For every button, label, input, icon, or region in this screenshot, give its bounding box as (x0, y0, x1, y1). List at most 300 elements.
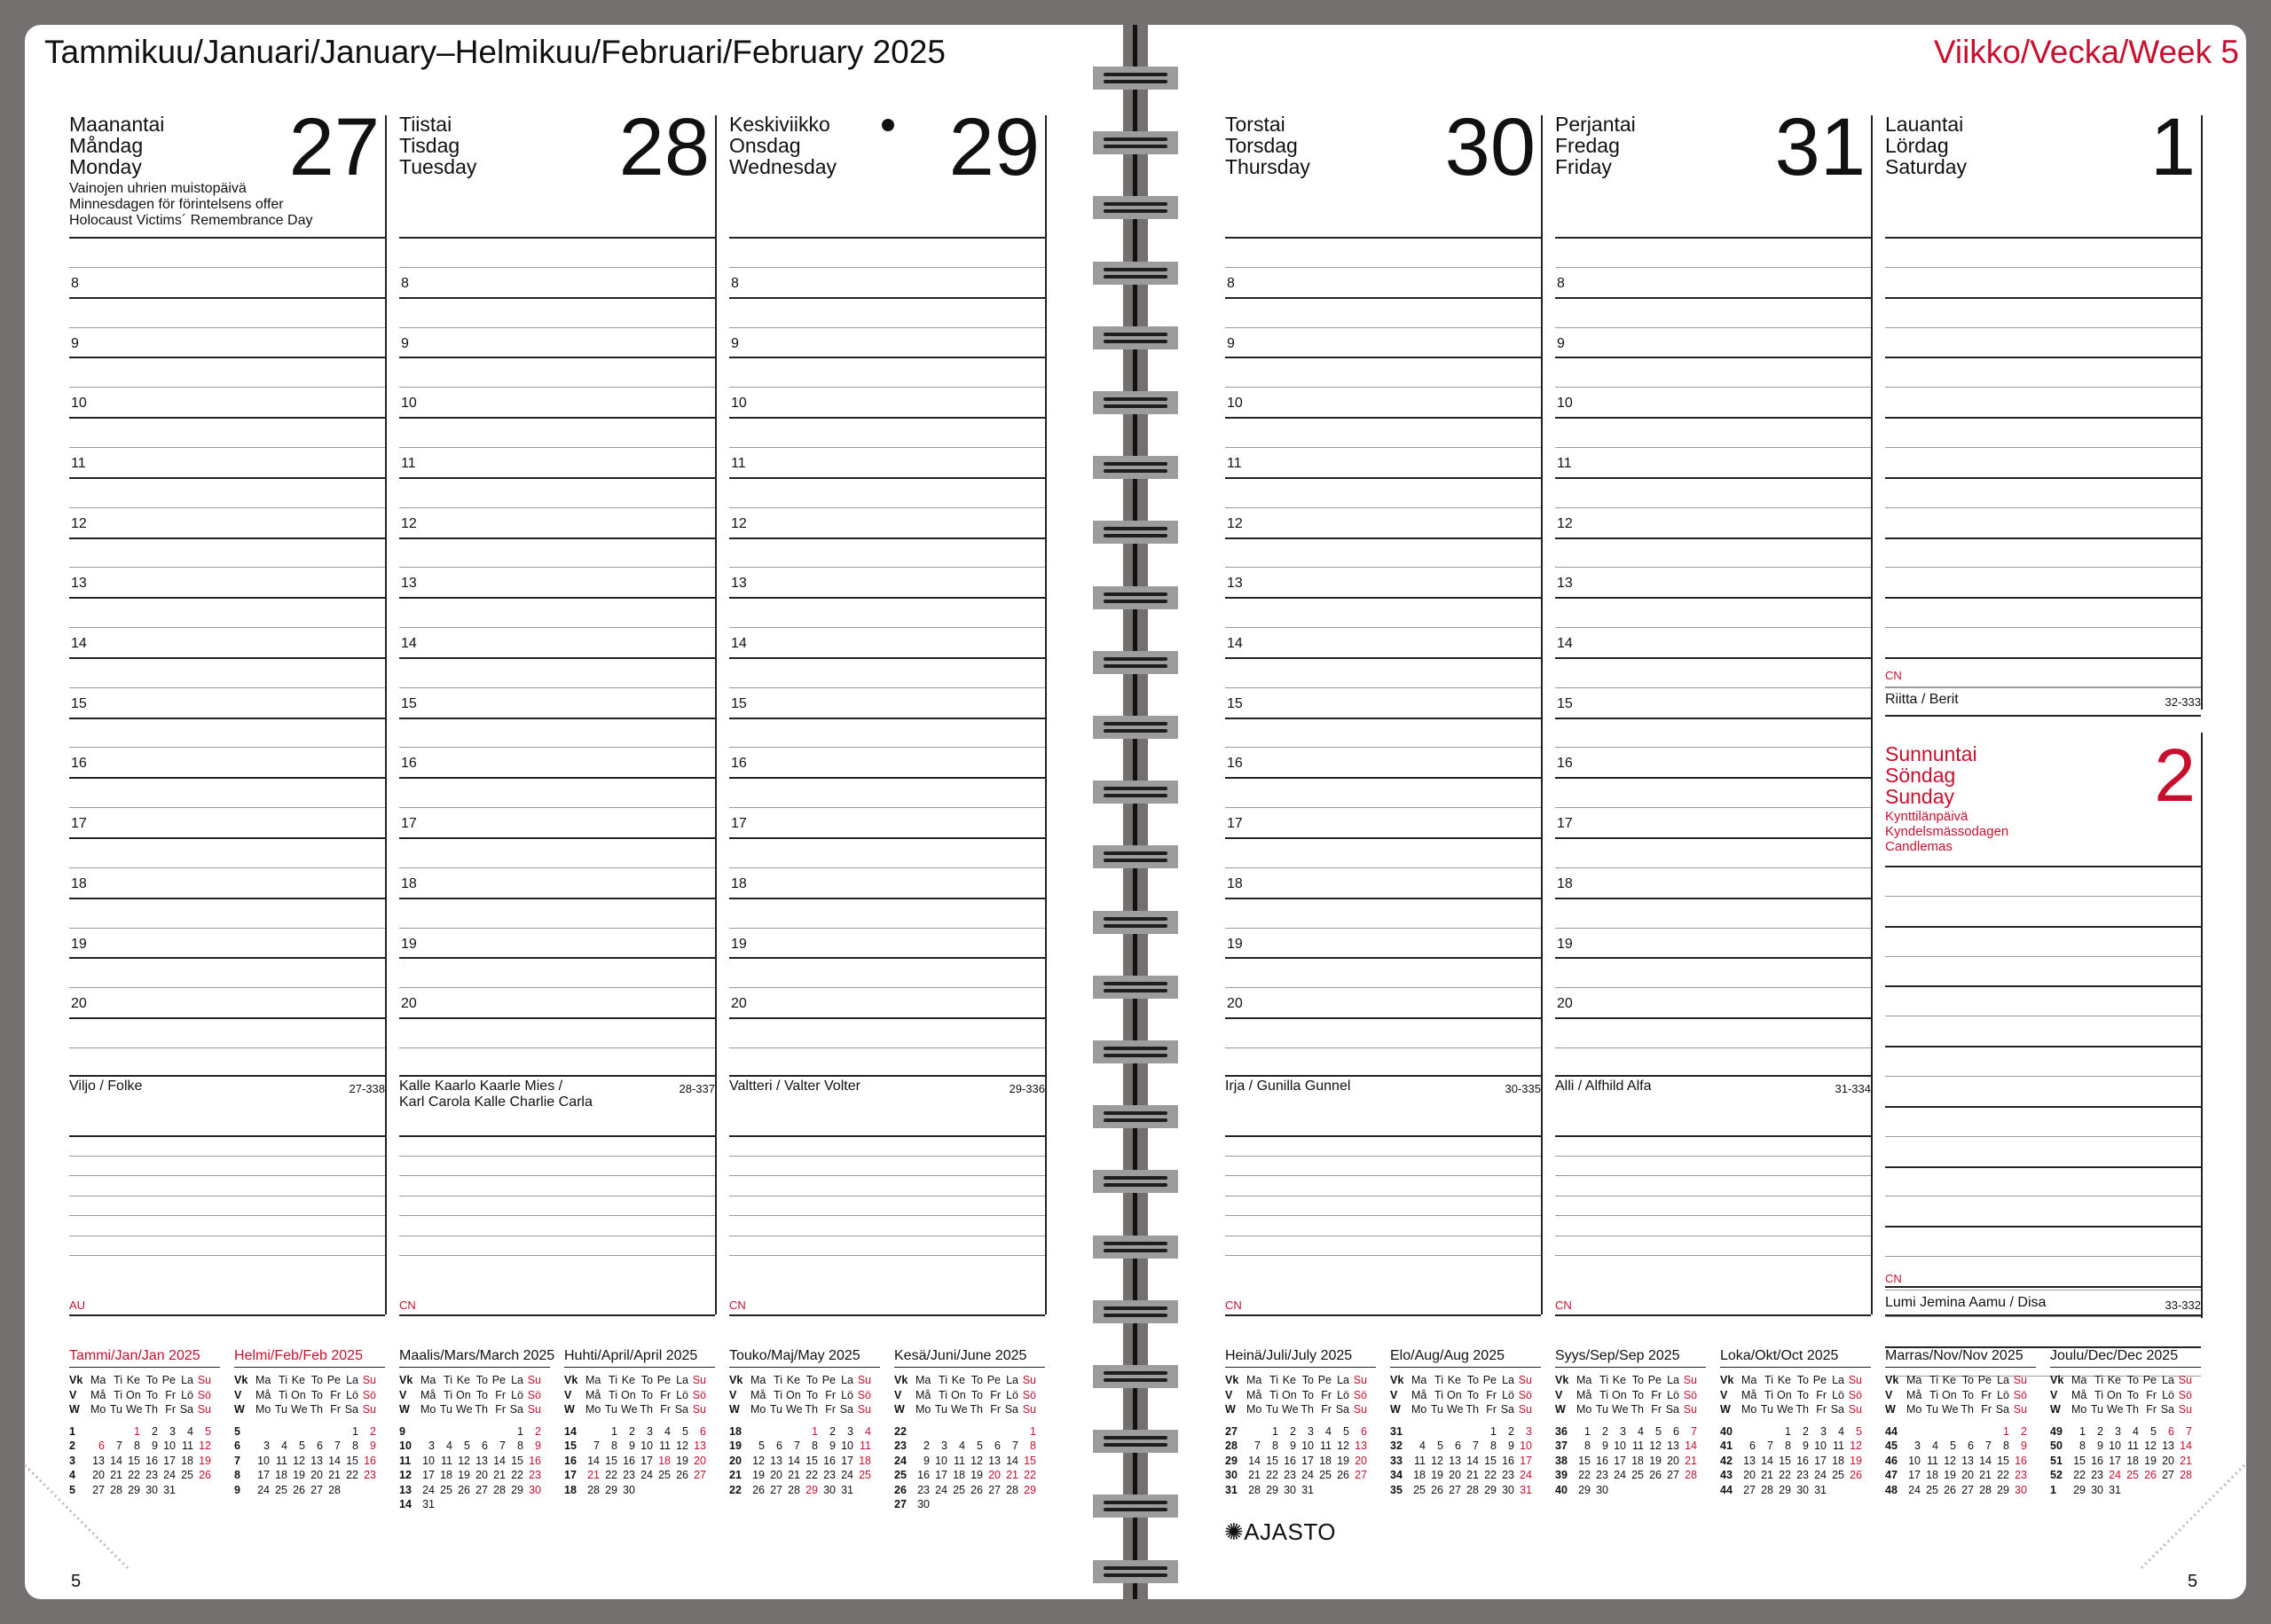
weekday-header: Lö (841, 1388, 853, 1401)
column-divider (385, 1135, 387, 1314)
date-cell: 15 (128, 1454, 140, 1467)
hour-label: 9 (1227, 335, 1235, 351)
column-divider (2201, 733, 2203, 1318)
weekday-header: Fr (1981, 1388, 1992, 1401)
hour-line (69, 1017, 385, 1019)
date-cell: 5 (682, 1424, 688, 1438)
weekday-header: Sa (2160, 1403, 2174, 1416)
date-cell: 4 (1638, 1424, 1644, 1438)
weekday-header: Fr (330, 1388, 341, 1401)
date-cell: 15 (1779, 1454, 1791, 1467)
date-cell: 10 (2109, 1440, 2121, 1452)
weekday-header: Vk (1555, 1374, 1569, 1386)
weekday-header: Fr (1981, 1403, 1992, 1416)
date-cell: 19 (1944, 1469, 1956, 1481)
notes-ruling (729, 1156, 1045, 1157)
date-cell: 9 (923, 1454, 930, 1467)
date-cell: 15 (511, 1454, 523, 1467)
notes-line (1555, 1135, 1871, 1137)
weekday-header: To (1796, 1388, 1809, 1401)
date-cell: 11 (276, 1454, 287, 1467)
date-cell: 27 (694, 1469, 706, 1481)
names-bottom (1885, 1314, 2201, 1316)
date-cell: 20 (1743, 1469, 1756, 1481)
weekday-header: Fr (495, 1388, 506, 1401)
weekday-header: Lö (511, 1388, 523, 1401)
weekday-header: Su (197, 1403, 211, 1416)
date-cell: 27 (475, 1483, 488, 1496)
date-cell: 19 (293, 1469, 305, 1481)
weekday-header: Ke (786, 1374, 800, 1386)
date-cell: 14 (587, 1454, 600, 1467)
weekday-header: Ke (621, 1374, 635, 1386)
date-cell: 9 (370, 1440, 376, 1452)
date-cell: 18 (1832, 1454, 1844, 1467)
spiral-ring (1093, 196, 1178, 219)
weekday-header: Mo (2071, 1403, 2087, 1416)
holiday-note-line: Kynttilänpäivä (1885, 809, 1968, 824)
half-hour-line (69, 627, 385, 628)
date-cell: 26 (752, 1483, 765, 1496)
date-cell: 3 (1308, 1424, 1314, 1438)
weekday-header: Tu (769, 1403, 782, 1416)
week-number: 21 (729, 1469, 742, 1481)
hour-line (1555, 297, 1871, 299)
half-hour-line (69, 267, 385, 268)
date-cell: 14 (110, 1454, 122, 1467)
half-hour-line (729, 267, 1045, 268)
mini-calendar-grid (894, 1373, 1045, 1512)
spacer-row (399, 1417, 550, 1424)
hour-line (729, 297, 1045, 299)
hour-label: 20 (1557, 996, 1573, 1012)
weekday-header: Sa (1004, 1403, 1018, 1416)
date-cell: 10 (1814, 1440, 1827, 1452)
sunday-holiday-note (1885, 809, 2008, 854)
hour-label: 16 (731, 756, 747, 772)
week-row (1720, 1483, 1871, 1498)
date-cell: 27 (1449, 1483, 1461, 1496)
weekday-header-row (399, 1388, 550, 1403)
hour-line (1555, 777, 1871, 779)
brand-logo (1224, 1518, 1336, 1546)
mini-calendar-title: Marras/Nov/Nov 2025 (1885, 1348, 2036, 1368)
hour-line (1555, 837, 1871, 839)
weekday-header-row (399, 1373, 550, 1388)
weekday-header: Ti (1599, 1374, 1608, 1386)
mini-calendar-grid (564, 1373, 715, 1497)
date-cell: 7 (1767, 1440, 1773, 1452)
ruling-half (1885, 447, 2201, 448)
hour-label: 8 (401, 275, 409, 291)
spacer-row (564, 1417, 715, 1424)
date-cell: 31 (1520, 1483, 1532, 1496)
date-cell: 28 (493, 1483, 506, 1496)
date-cell: 26 (2144, 1469, 2157, 1481)
ring-shadow (1093, 196, 1178, 219)
weekday-header: On (621, 1388, 636, 1401)
weekday-header: Tu (1925, 1403, 1938, 1416)
weekday-header: Fr (330, 1403, 341, 1416)
half-hour-line (1555, 807, 1871, 808)
weekday-header: To (475, 1388, 488, 1401)
weekday-header: Th (310, 1403, 323, 1416)
hour-line (1555, 657, 1871, 659)
weekday-header: Sö (362, 1388, 376, 1401)
weekday-header: V (894, 1388, 902, 1401)
weekday-header: Su (197, 1374, 211, 1386)
spiral-ring (1093, 781, 1178, 804)
weekday-header: La (2162, 1374, 2174, 1386)
spiral-ring (1093, 326, 1178, 349)
weekday-header: Th (475, 1403, 488, 1416)
hour-line (399, 597, 715, 599)
hour-line (399, 718, 715, 719)
week-number: 18 (729, 1424, 742, 1438)
weekday-header: Må (585, 1388, 601, 1401)
ring-wire (1104, 1249, 1167, 1252)
spiral-ring (1093, 651, 1178, 674)
ring-wire (1104, 1566, 1167, 1570)
date-cell: 23 (364, 1469, 376, 1481)
weekday-header: To (1301, 1374, 1314, 1386)
date-cell: 13 (1449, 1454, 1461, 1467)
half-hour-line (69, 747, 385, 748)
date-cell: 24 (2109, 1469, 2121, 1481)
half-hour-line (729, 447, 1045, 448)
date-cell: 1 (1490, 1424, 1497, 1438)
weekday-header: Sa (1995, 1403, 2009, 1416)
ring-wire (1104, 600, 1167, 603)
notes-line (729, 1135, 1045, 1137)
date-cell: 3 (941, 1440, 947, 1452)
weekday-header: On (456, 1388, 471, 1401)
weekday-header: W (729, 1403, 740, 1416)
notes-line (69, 1135, 385, 1137)
date-cell: 21 (1761, 1469, 1773, 1481)
mini-calendar-grid (1885, 1373, 2036, 1497)
date-cell: 5 (1437, 1440, 1443, 1452)
spiral-ring (1093, 911, 1178, 934)
hour-line (1555, 718, 1871, 719)
weekday-header-row (729, 1373, 880, 1388)
weekday-header: To (310, 1388, 323, 1401)
half-hour-line (69, 447, 385, 448)
date-cell: 20 (988, 1469, 1001, 1481)
page-number-left: 5 (71, 1572, 82, 1591)
ring-wire (1104, 1314, 1167, 1317)
date-cell: 13 (2162, 1440, 2174, 1452)
day-column-27 (69, 87, 385, 1329)
weekday-header: Pe (1812, 1374, 1827, 1386)
ring-wire (1104, 1242, 1167, 1245)
holiday-note-line: Kyndelsmässodagen (1885, 824, 2009, 839)
half-hour-line (729, 687, 1045, 688)
half-hour-line (729, 567, 1045, 568)
weekday-header: Må (1741, 1388, 1757, 1401)
weekday-header: Pe (1482, 1374, 1497, 1386)
date-cell: 29 (1024, 1483, 1036, 1496)
sun-icon: ✺ (1224, 1518, 1245, 1545)
weekday-header: Lö (1997, 1388, 2009, 1401)
date-cell: 15 (805, 1454, 818, 1467)
weekday-header: Sa (839, 1403, 853, 1416)
week-number: 40 (1555, 1483, 1568, 1496)
date-cell: 15 (1578, 1454, 1591, 1467)
hour-line (729, 537, 1045, 539)
weekday-header: Th (1466, 1403, 1479, 1416)
hour-label: 13 (731, 576, 747, 592)
weekday-header: Vk (2050, 1374, 2064, 1386)
notes-bottom-line (399, 1314, 715, 1316)
weekday-header: Pe (326, 1374, 341, 1386)
date-cell: 31 (163, 1483, 176, 1496)
weekday-header: Fr (825, 1403, 836, 1416)
date-cell: 22 (1779, 1469, 1791, 1481)
half-hour-line (69, 327, 385, 328)
weekday-header: Su (1022, 1403, 1036, 1416)
weekday-header: V (399, 1388, 407, 1401)
date-cell: 20 (310, 1469, 323, 1481)
week-row (234, 1454, 385, 1469)
date-cell: 14 (1685, 1440, 1697, 1452)
spiral-ring (1093, 67, 1178, 90)
hour-label: 17 (401, 816, 417, 832)
date-cell: 27 (310, 1483, 323, 1496)
week-number: 13 (399, 1483, 412, 1496)
weekday-header: W (2050, 1403, 2061, 1416)
week-row (1885, 1439, 2036, 1454)
weekday-header: On (1282, 1388, 1297, 1401)
date-cell: 7 (116, 1440, 122, 1452)
hour-label: 13 (1557, 576, 1573, 592)
weekday-header: Ti (939, 1374, 947, 1386)
weekday-header: W (234, 1403, 245, 1416)
date-cell: 12 (2144, 1440, 2157, 1452)
ruling-half (1885, 1256, 2201, 1257)
weekday-header: Sa (674, 1403, 688, 1416)
ring-wire (1104, 657, 1167, 661)
hour-line (1555, 537, 1871, 539)
date-cell: 15 (1997, 1454, 2009, 1467)
weekday-header: Sö (1848, 1388, 1862, 1401)
moon-phase-icon (882, 119, 894, 131)
hour-label: 11 (1557, 455, 1572, 471)
names-line (1555, 1075, 1871, 1077)
date-cell: 5 (1655, 1424, 1662, 1438)
date-cell: 21 (110, 1469, 122, 1481)
date-cell: 1 (517, 1424, 523, 1438)
date-cell: 11 (954, 1454, 965, 1467)
hour-label: 18 (1227, 875, 1243, 891)
ring-wire (1104, 924, 1167, 928)
weekday-header: Ma (255, 1374, 271, 1386)
date-cell: 23 (1284, 1469, 1296, 1481)
week-row (894, 1439, 1045, 1454)
ring-shadow (1093, 1365, 1178, 1388)
date-cell: 2 (2097, 1424, 2103, 1438)
date-cell: 19 (1431, 1469, 1443, 1481)
date-cell: 18 (953, 1469, 965, 1481)
week-row (894, 1468, 1045, 1483)
day-of-year-code: 32-333 (2165, 695, 2201, 709)
ruling-line (1885, 926, 2201, 928)
hour-label: 20 (1227, 996, 1243, 1012)
weekday-header-row (1225, 1402, 1376, 1417)
weekday-header-row (69, 1388, 220, 1403)
weekday-header: On (786, 1388, 801, 1401)
date-cell: 23 (2091, 1469, 2103, 1481)
day-name-en: Friday (1555, 155, 1612, 178)
weekday-header: Ke (2107, 1374, 2121, 1386)
week-number: 51 (2050, 1454, 2063, 1467)
week-number: 14 (564, 1424, 577, 1438)
weekday-header: Ma (1906, 1374, 1922, 1386)
date-cell: 25 (658, 1469, 671, 1481)
day-name-sv: Fredag (1555, 134, 1620, 157)
footer-code: CN (729, 1298, 746, 1312)
ring-wire (1104, 1371, 1167, 1375)
date-cell: 29 (805, 1483, 818, 1496)
weekday-header: Fr (495, 1403, 506, 1416)
weekday-header: Pe (821, 1374, 836, 1386)
hour-line (69, 777, 385, 779)
weekday-header: Pe (1647, 1374, 1662, 1386)
week-number: 25 (894, 1469, 907, 1481)
hour-label: 20 (731, 996, 747, 1012)
weekday-header: Lö (1337, 1388, 1349, 1401)
half-hour-line (399, 327, 715, 328)
spacer-row (69, 1417, 220, 1424)
date-cell: 20 (694, 1454, 706, 1467)
half-hour-line (729, 627, 1045, 628)
weekday-header: Sö (1353, 1388, 1367, 1401)
date-cell: 14 (2180, 1440, 2192, 1452)
name-day-text: Karl Carola Kalle Charlie Carla (399, 1094, 593, 1110)
date-cell: 28 (1761, 1483, 1773, 1496)
week-number: 20 (729, 1454, 742, 1467)
mini-calendar (1390, 1348, 1541, 1497)
weekday-header: Ke (456, 1374, 470, 1386)
date-cell: 25 (2126, 1469, 2139, 1481)
date-cell: 13 (310, 1454, 323, 1467)
date-cell: 21 (2180, 1454, 2192, 1467)
spiral-ring (1093, 1105, 1178, 1128)
hour-line (1225, 898, 1541, 899)
weekday-header: Th (1796, 1403, 1809, 1416)
weekday-header: Fr (1321, 1388, 1332, 1401)
half-hour-line (1555, 928, 1871, 929)
ring-wire (1104, 989, 1167, 992)
weekday-header: La (841, 1374, 853, 1386)
weekday-header: Tu (1595, 1403, 1608, 1416)
week-number: 44 (1885, 1424, 1898, 1438)
date-cell: 27 (1961, 1483, 1974, 1496)
day-name-sv: Onsdag (729, 134, 801, 157)
hour-line (399, 898, 715, 899)
date-cell: 10 (1908, 1454, 1921, 1467)
day-name-fi: Keskiviikko (729, 113, 830, 136)
weekday-header: Sö (2013, 1388, 2027, 1401)
weekday-header: Su (527, 1403, 541, 1416)
date-cell: 5 (464, 1440, 470, 1452)
weekday-header: Tu (1760, 1403, 1773, 1416)
weekday-header: We (2107, 1403, 2124, 1416)
half-hour-line (1225, 1047, 1541, 1048)
ring-wire (1104, 333, 1167, 336)
date-cell: 29 (1484, 1483, 1497, 1496)
date-cell: 25 (1631, 1469, 1644, 1481)
ring-wire (1104, 209, 1167, 213)
hour-line (729, 957, 1045, 959)
weekday-header: Su (362, 1374, 376, 1386)
weekday-header-row (1885, 1402, 2036, 1417)
date-cell: 13 (694, 1440, 706, 1452)
date-cell: 25 (1319, 1469, 1332, 1481)
hour-line (1225, 597, 1541, 599)
week-number: 49 (2050, 1424, 2063, 1438)
half-hour-line (729, 387, 1045, 388)
hour-line (729, 1017, 1045, 1019)
weekday-header: Tu (1430, 1403, 1443, 1416)
weekday-header: Ma (1411, 1374, 1427, 1386)
date-cell: 23 (1596, 1469, 1608, 1481)
spacer-row (1720, 1417, 1871, 1424)
hour-line (69, 357, 385, 358)
day-name-en: Sunday (1885, 785, 1955, 808)
date-cell: 4 (664, 1424, 671, 1438)
weekday-header: Tu (274, 1403, 287, 1416)
week-number: 48 (1885, 1483, 1898, 1496)
day-name (399, 114, 476, 177)
weekday-header: La (1006, 1374, 1018, 1386)
week-number: 2 (69, 1440, 75, 1452)
weekday-header: We (1282, 1403, 1299, 1416)
week-number: 32 (1390, 1440, 1403, 1452)
hour-label: 8 (1227, 275, 1235, 291)
weekday-header: Ti (1434, 1388, 1443, 1401)
ring-wire (1104, 275, 1167, 279)
weekday-header: W (69, 1403, 80, 1416)
date-cell: 9 (1290, 1440, 1296, 1452)
week-row (1390, 1424, 1541, 1440)
day-of-year-code: 28-337 (679, 1082, 715, 1095)
date-cell: 7 (1254, 1440, 1261, 1452)
date-cell: 6 (1361, 1424, 1367, 1438)
date-cell: 15 (1484, 1454, 1497, 1467)
ruling-half (1885, 507, 2201, 508)
date-cell: 18 (1926, 1469, 1938, 1481)
date-cell: 19 (676, 1454, 688, 1467)
weekday-header: Ke (1942, 1374, 1956, 1386)
day-name-en: Saturday (1885, 155, 1968, 178)
date-cell: 6 (994, 1440, 1001, 1452)
half-hour-line (1555, 447, 1871, 448)
weekday-header: V (1720, 1388, 1728, 1401)
date-cell: 22 (1024, 1469, 1036, 1481)
mini-calendar-title: Heinä/Juli/July 2025 (1225, 1348, 1376, 1368)
ruling-line (1885, 597, 2201, 599)
hour-label: 17 (71, 816, 87, 832)
weekday-header: W (894, 1403, 905, 1416)
date-cell: 17 (1520, 1454, 1532, 1467)
notes-ruling (1225, 1255, 1541, 1256)
weekday-header-row (1390, 1373, 1541, 1388)
weekday-header-row (1390, 1402, 1541, 1417)
ring-wire (1104, 340, 1167, 343)
hour-line (1555, 597, 1871, 599)
ring-wire (1104, 469, 1167, 473)
